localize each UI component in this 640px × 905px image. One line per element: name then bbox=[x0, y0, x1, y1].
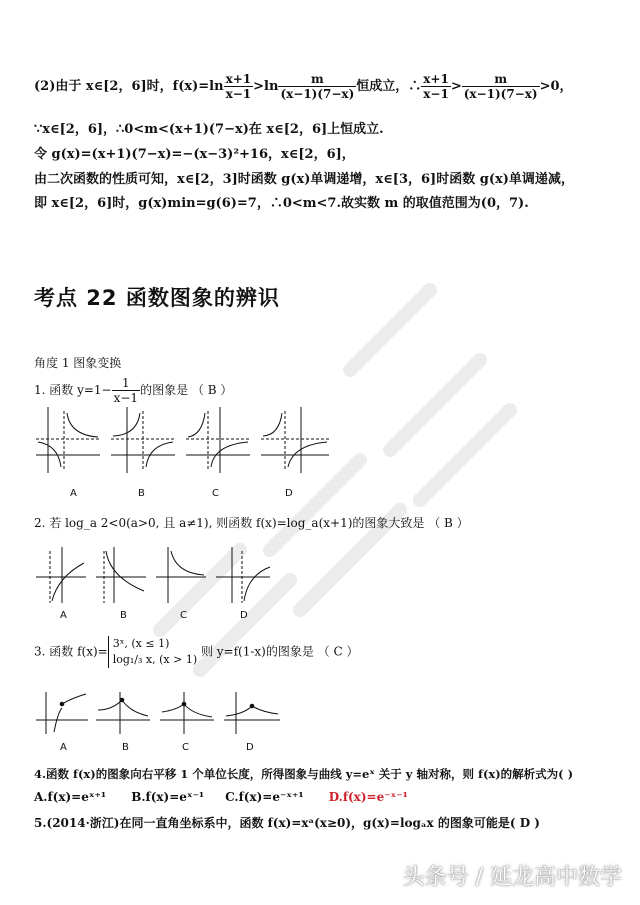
q1-label-b: B bbox=[138, 488, 145, 499]
fraction bbox=[224, 72, 254, 101]
q1-label-a: A bbox=[70, 488, 77, 499]
question-1 bbox=[34, 376, 232, 405]
q3-label-b: B bbox=[122, 742, 129, 753]
fraction-denominator: x−1 bbox=[423, 87, 449, 101]
footer-watermark: 头条号 / 延龙高中数学 bbox=[402, 865, 622, 890]
section-heading: 考点 22 函数图象的辨识 bbox=[34, 286, 280, 310]
solution-text: > bbox=[450, 79, 462, 94]
q2-label-c: C bbox=[180, 610, 187, 621]
fraction-numerator: x+1 bbox=[423, 72, 449, 86]
q1-label-d: D bbox=[285, 488, 293, 499]
question-text: 3. 函数 f(x)= bbox=[34, 644, 108, 659]
fraction bbox=[462, 72, 540, 101]
solution-text: >ln bbox=[253, 79, 279, 94]
solution-line-2: ∵x∈[2，6]，∴0<m<(x+1)(7−x)在 x∈[2，6]上恒成立. bbox=[34, 122, 384, 137]
question-5: 5.(2014·浙江)在同一直角坐标系中，函数 f(x)=xᵃ(x≥0)，g(x)=logₐx 的图象可能是( D ) bbox=[34, 816, 540, 830]
piecewise-case-1: 3ˣ, (x ≤ 1) bbox=[112, 637, 170, 650]
q2-graph-b bbox=[96, 547, 146, 603]
fraction bbox=[278, 72, 356, 101]
q2-graph-c bbox=[156, 547, 206, 603]
q3-graph-c bbox=[160, 692, 214, 734]
question-2: 2. 若 log_a 2<0(a>0, 且 a≠1), 则函数 f(x)=log_a(x+1)的图象大致是 （ B ） bbox=[34, 516, 469, 530]
q1-graph-c bbox=[186, 407, 250, 473]
question-4: 4.函数 f(x)的图象向右平移 1 个单位长度，所得图象与曲线 y=eˣ 关于 y 轴对称，则 f(x)的解析式为( ) bbox=[34, 767, 574, 781]
q1-graphs bbox=[34, 405, 334, 475]
fraction bbox=[112, 376, 140, 405]
question-4-options bbox=[34, 790, 408, 804]
fraction-denominator: (x−1)(7−x) bbox=[280, 87, 355, 101]
q3-graphs bbox=[34, 690, 284, 735]
fraction-numerator: m bbox=[278, 72, 356, 87]
q1-graph-b bbox=[111, 407, 175, 473]
option-c: C.f(x)=e⁻ˣ⁺¹ bbox=[225, 790, 304, 804]
q2-graphs bbox=[34, 545, 274, 605]
q2-label-a: A bbox=[60, 610, 67, 621]
q3-label-c: C bbox=[182, 742, 189, 753]
solution-line-1 bbox=[34, 72, 573, 101]
solution-line-3: 令 g(x)=(x+1)(7−x)=−(x−3)²+16，x∈[2，6]， bbox=[34, 147, 355, 162]
fraction-numerator: x+1 bbox=[225, 72, 252, 86]
solution-text: (2)由于 x∈[2，6]时，f(x)=ln bbox=[34, 79, 224, 94]
option-b: B.f(x)=eˣ⁻¹ bbox=[131, 790, 205, 804]
q3-graph-d bbox=[224, 692, 280, 734]
piecewise-case-2: log₁/₃ x, (x > 1) bbox=[112, 653, 198, 666]
piecewise-brace bbox=[108, 636, 197, 668]
q1-graph-a bbox=[36, 407, 100, 473]
q3-graph-a bbox=[36, 692, 88, 734]
fraction bbox=[421, 72, 451, 101]
option-a: A.f(x)=eˣ⁺¹ bbox=[34, 790, 107, 804]
question-3 bbox=[34, 636, 359, 668]
question-text: 1. 函数 y=1− bbox=[34, 383, 112, 397]
q1-graph-d bbox=[261, 407, 329, 473]
solution-line-4: 由二次函数的性质可知，x∈[2，3]时函数 g(x)单调递增，x∈[3，6]时函数 g(x)单调递减， bbox=[34, 172, 574, 187]
q2-graph-d bbox=[216, 547, 270, 603]
fraction-denominator: (x−1)(7−x) bbox=[463, 87, 538, 101]
q3-graph-b bbox=[96, 692, 150, 734]
q1-label-c: C bbox=[212, 488, 219, 499]
q2-label-d: D bbox=[240, 610, 248, 621]
q3-label-a: A bbox=[60, 742, 67, 753]
option-d-correct: D.f(x)=e⁻ˣ⁻¹ bbox=[328, 790, 408, 804]
fraction-denominator: x−1 bbox=[113, 391, 139, 405]
fraction-denominator: x−1 bbox=[225, 87, 252, 101]
q2-label-b: B bbox=[120, 610, 127, 621]
question-text: 的图象是 （ B ） bbox=[140, 383, 233, 397]
fraction-numerator: 1 bbox=[112, 376, 140, 391]
solution-text: 恒成立，∴ bbox=[356, 79, 422, 94]
fraction-numerator: m bbox=[462, 72, 540, 87]
subheading: 角度 1 图象变换 bbox=[34, 356, 122, 370]
solution-text: >0， bbox=[539, 79, 573, 94]
question-text: 则 y=f(1-x)的图象是 （ C ） bbox=[200, 644, 359, 659]
solution-line-5: 即 x∈[2，6]时，g(x)min=g(6)=7，∴0<m<7.故实数 m 的取值范围为(0，7). bbox=[34, 196, 529, 211]
q3-label-d: D bbox=[246, 742, 254, 753]
q2-graph-a bbox=[36, 547, 86, 603]
